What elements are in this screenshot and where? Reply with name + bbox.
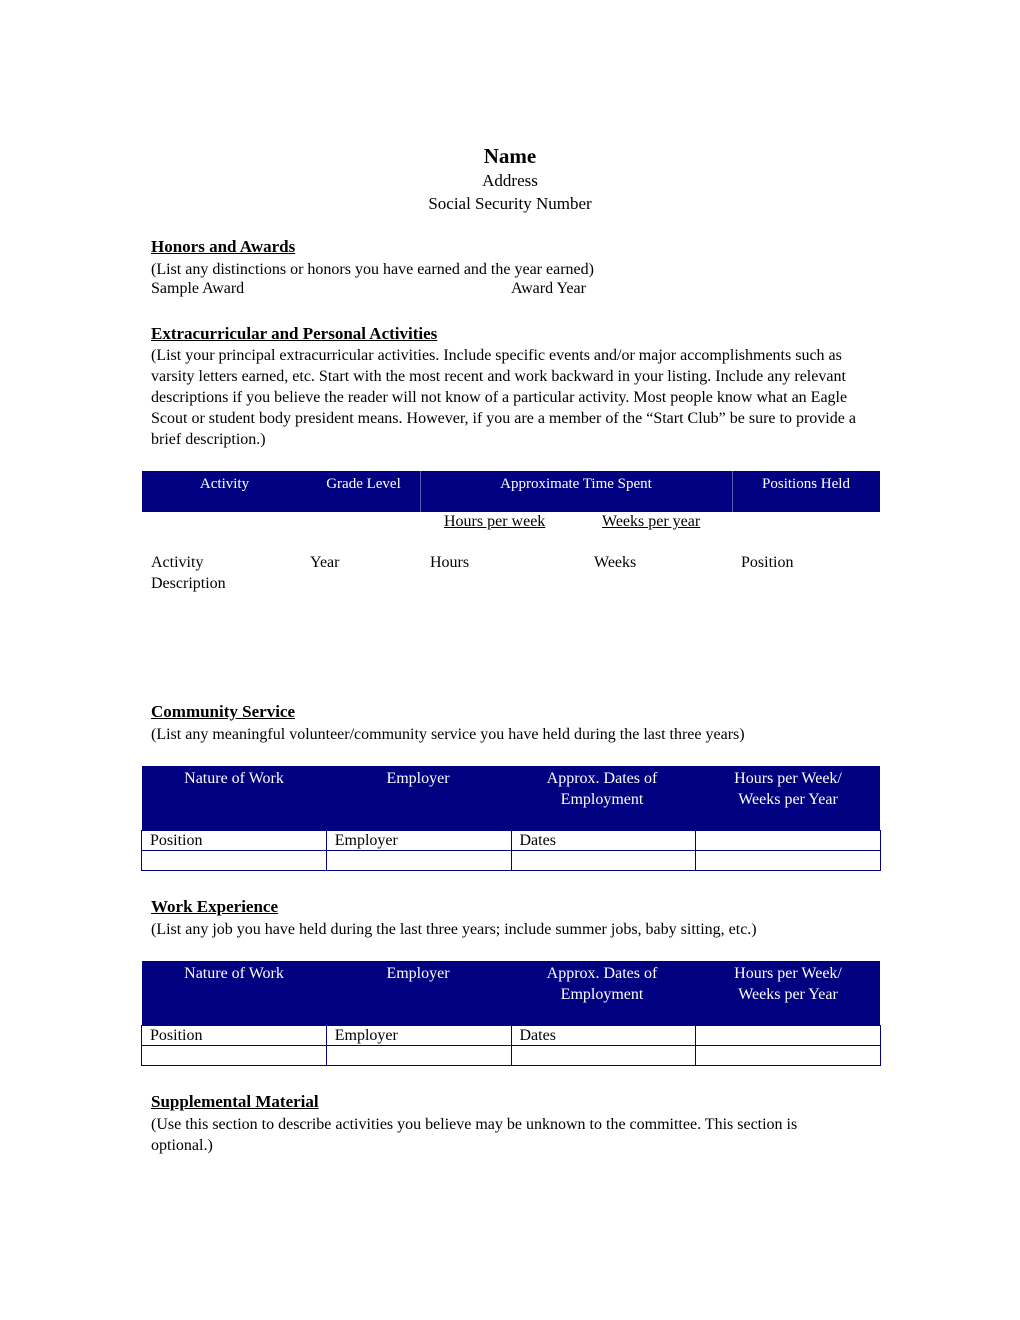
award-year: Award Year xyxy=(511,280,586,297)
extracurricular-instruction: (List your principal extracurricular activities. Include specific events and/or major accomplishments such as varsity letters earned, etc. Start with the most recent and work backward in your listing. Include any relevant descriptions if you believe the reader will not know of a particular activity. Most people know what an Eagle Scout or student body president means. However, if you are a member of the “Start Club” be sure to provide a brief description.) xyxy=(151,347,856,448)
sub-col-hours-per-week: Hours per week xyxy=(444,513,546,530)
applicant-ssn: Social Security Number xyxy=(428,194,592,213)
supplemental-instruction: (Use this section to describe activities you believe may be unknown to the committee. This section is optional.) xyxy=(151,1116,798,1154)
table-cell[interactable]: Employer xyxy=(326,831,511,851)
work-title: Work Experience xyxy=(151,897,279,916)
col-employer: Employer xyxy=(386,770,450,787)
col-activity: Activity xyxy=(199,476,250,492)
table-cell[interactable] xyxy=(142,1046,327,1066)
table-cell[interactable]: Position xyxy=(142,1026,327,1046)
community-table xyxy=(141,830,881,871)
col-hours: Hours per Week/ Weeks per Year xyxy=(734,770,842,808)
table-row xyxy=(142,831,881,851)
community-table-header xyxy=(142,766,880,830)
col-nature-of-work: Nature of Work xyxy=(184,770,284,787)
honors-instruction: (List any distinctions or honors you have earned and the year earned) xyxy=(151,261,594,278)
table-cell[interactable]: Employer xyxy=(326,1026,511,1046)
activity-table-header xyxy=(142,471,880,512)
col-dates: Approx. Dates of Employment xyxy=(546,770,658,808)
col-positions-held: Positions Held xyxy=(762,476,850,492)
community-title: Community Service xyxy=(151,702,296,721)
table-cell[interactable] xyxy=(696,1026,881,1046)
table-cell[interactable]: Position xyxy=(142,831,327,851)
sample-award: Sample Award xyxy=(151,280,245,297)
col-grade-level: Grade Level xyxy=(326,476,401,492)
table-row xyxy=(142,1046,881,1066)
table-row xyxy=(142,1026,881,1046)
applicant-name: Name xyxy=(483,144,537,168)
table-cell[interactable] xyxy=(696,1046,881,1066)
table-cell[interactable] xyxy=(326,1046,511,1066)
col-dates: Approx. Dates of Employment xyxy=(546,965,658,1003)
row-weeks: Weeks xyxy=(594,554,637,571)
table-cell[interactable]: Dates xyxy=(511,1026,696,1046)
work-instruction: (List any job you have held during the last three years; include summer jobs, baby sitting, etc.) xyxy=(151,921,757,938)
sub-col-weeks-per-year: Weeks per year xyxy=(602,513,701,530)
extracurricular-title: Extracurricular and Personal Activities xyxy=(151,324,438,343)
table-cell[interactable] xyxy=(511,1046,696,1066)
table-cell[interactable] xyxy=(326,851,511,871)
table-row xyxy=(142,851,881,871)
table-cell[interactable] xyxy=(696,851,881,871)
col-employer: Employer xyxy=(386,965,450,982)
row-description: Description xyxy=(151,575,226,592)
row-hours: Hours xyxy=(430,554,470,571)
row-activity: Activity xyxy=(151,554,204,571)
honors-title: Honors and Awards xyxy=(151,237,296,256)
row-position: Position xyxy=(741,554,794,571)
row-year: Year xyxy=(310,554,340,571)
community-instruction: (List any meaningful volunteer/community service you have held during the last three years) xyxy=(151,726,745,743)
applicant-address: Address xyxy=(482,171,538,190)
work-table-header xyxy=(142,961,880,1025)
table-cell[interactable] xyxy=(696,831,881,851)
col-hours: Hours per Week/ Weeks per Year xyxy=(734,965,842,1003)
table-cell[interactable] xyxy=(142,851,327,871)
col-nature-of-work: Nature of Work xyxy=(184,965,284,982)
col-approx-time: Approximate Time Spent xyxy=(500,476,652,492)
table-cell[interactable]: Dates xyxy=(511,831,696,851)
supplemental-title: Supplemental Material xyxy=(151,1092,319,1111)
work-table xyxy=(141,1025,881,1066)
table-cell[interactable] xyxy=(511,851,696,871)
